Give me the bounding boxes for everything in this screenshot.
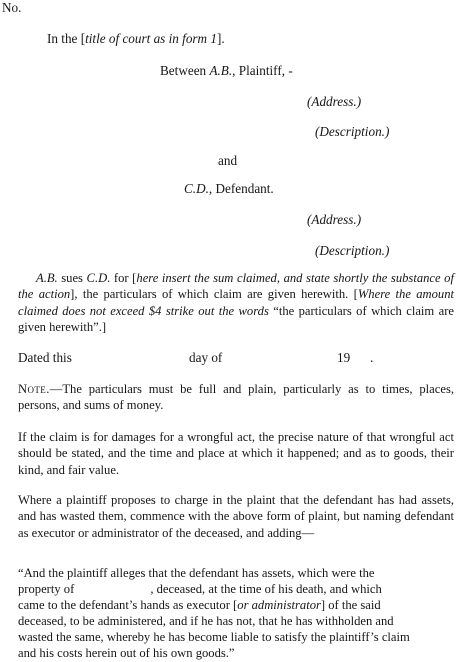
plaintiff-address: (Address.) [307, 94, 362, 109]
quote-line-3-italic: or administrator [237, 598, 321, 612]
day-of-label: day of [189, 350, 223, 365]
court-title-italic: title of court as in form 1 [85, 31, 217, 46]
note-text: The particulars must be full and plain, particularly as to times, places, persons, and sums of money. [18, 382, 454, 413]
claim-paragraph [18, 270, 454, 335]
court-suffix: ]. [216, 31, 225, 46]
note-paragraph [18, 381, 454, 414]
quote-line-5: wasted the same, whereby he has become liable to satisfy the plaintiff’s claim [18, 630, 410, 644]
quote-line-3-end: ] of the said [320, 598, 381, 612]
quote-line-3-start: came to the defendant’s hands as executor [ [18, 598, 238, 612]
form-number: No. [2, 0, 22, 15]
claim-text-4: “the particulars of which claim are given herewith”.] [18, 303, 454, 334]
defendant-address: (Address.) [307, 212, 362, 227]
plaintiff-description: (Description.) [315, 124, 390, 139]
claim-text-1: sues [57, 271, 87, 285]
quote-line-1: “And the plaintiff alleges that the defendant has assets, which were the [18, 566, 375, 580]
defendant-name: C.D. [184, 181, 209, 196]
between-prefix: Between [160, 63, 210, 78]
year-period: . [370, 350, 374, 365]
defendant-description: (Description.) [315, 243, 390, 258]
quote-line-6: and his costs herein out of his own goods.” [18, 646, 235, 660]
quote-line-4: deceased, to be administered, and if he has not, that he has withholden and [18, 614, 394, 628]
quote-line-2 [18, 581, 382, 597]
plaintiff-suffix: , Plaintiff, - [232, 63, 293, 78]
damages-paragraph: If the claim is for damages for a wrongful act, the precise nature of that wrongful act should be stated, and the time and place at which it happened; and as to goods, their kind, and fair value. [18, 430, 454, 477]
claim-italic-2: Where the amount claimed does not exceed $4 strike out the words [18, 287, 454, 318]
claim-italic-1: here insert the sum claimed, and state shortly the substance of the action [18, 271, 454, 302]
plaintiff-line [160, 63, 293, 79]
claim-text-2: for [ [110, 271, 137, 285]
quote-line-3 [18, 597, 381, 613]
defendant-line [184, 181, 274, 197]
court-prefix: In the [ [47, 31, 86, 46]
claim-text-3: ], the particulars of which claim are given herewith. [ [70, 287, 358, 302]
executor-paragraph: Where a plaintiff proposes to charge in the plaint that the defendant has had assets, and has wasted them, commence with the above form of plaint, but naming defendant as executor or administrator of the deceased, and adding— [18, 493, 454, 540]
dated-label: Dated this [18, 350, 72, 365]
defendant-suffix: , Defendant. [208, 181, 274, 196]
note-dash: — [49, 382, 63, 396]
note-label: Note. [18, 382, 50, 396]
court-line [47, 31, 225, 47]
plaintiff-name: A.B. [209, 63, 233, 78]
claim-plaintiff: A.B. [36, 271, 58, 285]
year-label: 19 [337, 350, 351, 365]
quote-deceased: , deceased, at the time of his death, and which [150, 582, 382, 596]
claim-defendant: C.D. [86, 271, 111, 285]
and-word: and [218, 153, 238, 168]
quote-property-of: property of [18, 582, 75, 596]
